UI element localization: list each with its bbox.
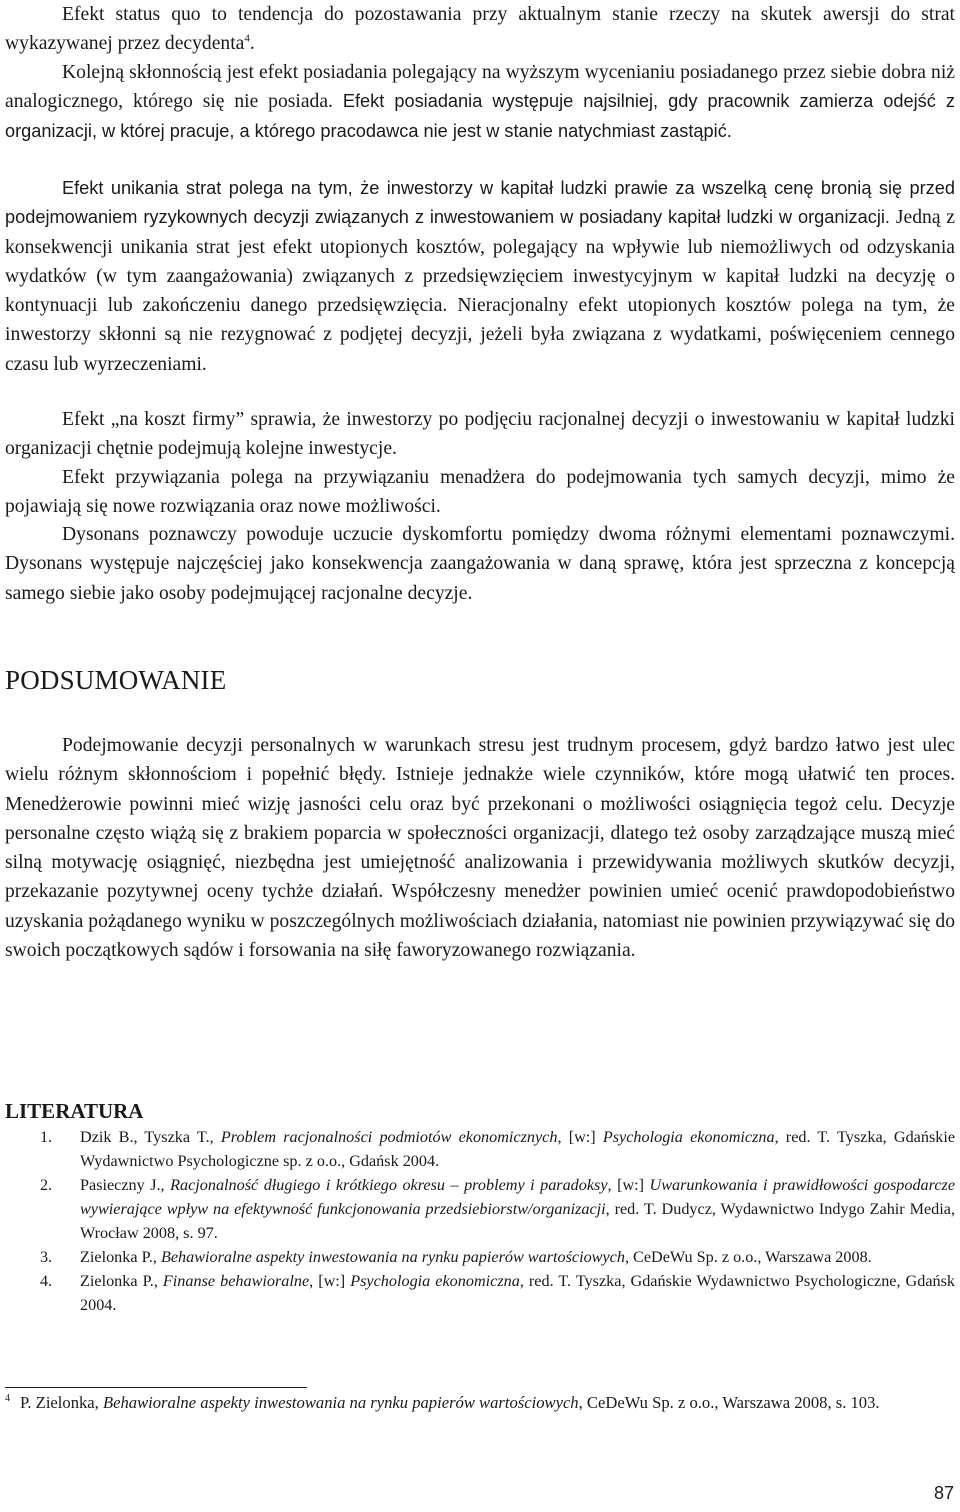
reference-title: Problem racjonalności podmiotów ekonomicznych <box>220 1128 558 1146</box>
reference-author: Pasieczny J., <box>80 1176 171 1194</box>
reference-list <box>0 1125 955 1317</box>
paragraph-text: Efekt status quo to tendencja do pozostawania przy aktualnym stanie rzeczy na skutek awersji do strat wykazywanej przez decydenta <box>5 4 955 55</box>
page-number: 87 <box>933 1483 954 1503</box>
reference-publisher: , red. T. Tyszka, Gdańskie Wydawnictwo Psychologiczne, Gdańsk 2004. <box>80 1272 956 1314</box>
reference-separator: , [w:] <box>309 1272 351 1290</box>
paragraph-attachment-effect: Efekt przywiązania polega na przywiązaniu menadżera do podejmowania tych samych decyzji, mimo że pojawiają się nowe rozwiązania oraz nowe możliwości. <box>5 467 955 518</box>
reference-item <box>0 1173 955 1245</box>
reference-number: 1. <box>40 1128 53 1146</box>
reference-item <box>0 1269 955 1317</box>
paragraph-loss-aversion <box>5 174 955 379</box>
reference-separator: , <box>624 1248 634 1266</box>
section-heading-summary: PODSUMOWANIE <box>5 665 227 695</box>
footnote-reference[interactable]: 4 <box>244 32 250 45</box>
paragraph-endowment-effect <box>5 58 955 146</box>
paragraph-summary: Podejmowanie decyzji personalnych w warunkach stresu jest trudnym procesem, gdyż bardzo łatwo jest ulec wielu różnym skłonnościom i popełnić błędy. Istnieje jednakże wiele czynników, które mogą ułatwić ten proces. Menedżerowie powinni mieć wizję jasności celu oraz być przekonani o możliwości osiągnięcia tegoż celu. Decyzje personalne często wiążą się z brakiem poparcia w społeczności organizacji, dlatego też osoby zarządzające muszą mieć silną motywację osiągnięć, niezbędna jest umiejętność analizowania i przewidywania możliwych skutków decyzji, przekazanie pozytywnej oceny tychże działań. Współczesny menedżer powinien umieć ocenić prawdopodobieństwo uzyskania pożądanego wyniku w poszczególnych możliwościach działania, natomiast nie powinien przywiązywać się do swoich początkowych sądów i forsowania na siłę faworyzowanego rozwiązania. <box>5 735 955 962</box>
footnote <box>5 1389 955 1417</box>
paragraph-cognitive-dissonance: Dysonans poznawczy powoduje uczucie dyskomfortu pomiędzy dwoma różnymi elementami poznawczymi. Dysonans występuje najczęściej jako konsekwencja zaangażowania w daną sprawę, która jest sprzeczna z koncepcją samego siebie jako osoby podejmującej racjonalne decyzje. <box>5 524 955 604</box>
paragraph-end: . <box>249 33 255 55</box>
reference-separator: , [w:] <box>607 1176 650 1194</box>
reference-title: Racjonalność długiego i krótkiego okresu – problemy i paradoksy <box>170 1176 608 1194</box>
reference-item <box>0 1125 955 1173</box>
footnote-divider <box>5 1387 307 1388</box>
reference-title: Finanse behawioralne <box>162 1272 310 1290</box>
reference-number: 3. <box>40 1248 53 1266</box>
reference-title: Behawioralne aspekty inwestowania na rynku papierów wartościowych <box>160 1248 625 1266</box>
footnote-author: P. Zielonka, <box>20 1393 103 1412</box>
reference-publisher: , red. T. Dudycz, Wydawnictwo Indygo Zahir Media, Wrocław 2008, s. 97. <box>80 1200 955 1242</box>
reference-separator: , [w:] <box>557 1128 603 1146</box>
reference-source: Uwarunkowania i prawidłowości gospodarcze wywierające wpływ na efektywność funkcjonowania przedsiebiorstw/organizacji <box>80 1176 956 1218</box>
paragraph-text-sans: Efekt unikania strat polega na tym, że inwestorzy w kapitał ludzki prawie za wszelką cenę bronią się przed podejmowaniem ryzykownych decyzji związanych z inwestowaniem w posiadany kapitał ludzki w organizacji. <box>5 178 955 228</box>
reference-author: Zielonka P., <box>80 1272 163 1290</box>
section-heading-literature: LITERATURA <box>5 1099 144 1123</box>
reference-number: 2. <box>40 1176 53 1194</box>
paragraph-text: Jedną z konsekwencji unikania strat jest efekt utopionych kosztów, polegający na wpływie lub niemożliwych od odzyskania wydatków (w tym zaangażowania) związanych z przedsięwzięciem inwestycyjnym w kapitał ludzki na decyzję o kontynuacji lub zakończeniu danego przedsięwzięcia. Nieracjonalny efekt utopionych kosztów polega na tym, że inwestorzy skłonni są nie rezygnować z podjętej decyzji, jeżeli była związana z wydatkami, poświęceniem cennego czasu lub wyrzeczeniami. <box>5 207 955 375</box>
reference-publisher: CeDeWu Sp. z o.o., Warszawa 2008. <box>633 1248 872 1266</box>
footnote-title: Behawioralne aspekty inwestowania na rynku papierów wartościowych <box>102 1393 579 1412</box>
reference-author: Zielonka P., <box>80 1248 161 1266</box>
paragraph-text: Kolejną skłonnością jest efekt posiadania polegający na wyższym wycenianiu posiadanego przez siebie dobra niż analogicznego, którego się nie posiada. <box>5 62 955 113</box>
reference-source: Psychologia ekonomiczna <box>602 1128 775 1146</box>
paragraph-status-quo <box>5 0 955 59</box>
paragraph-text-sans: Efekt posiadania występuje najsilniej, gdy pracownik zamierza odejść z organizacji, w której pracuje, a którego pracodawca nie jest w stanie natychmiast zastąpić. <box>5 91 956 141</box>
reference-publisher: , red. T. Tyszka, Gdańskie Wydawnictwo Psychologiczne sp. z o.o., Gdańsk 2004. <box>80 1128 956 1170</box>
footnote-mark: 4 <box>5 1393 10 1404</box>
paragraph-company-cost-effect: Efekt „na koszt firmy” sprawia, że inwestorzy po podjęciu racjonalnej decyzji o inwestowaniu w kapitał ludzki organizacji chętnie podejmują kolejne inwestycje. <box>5 409 955 460</box>
footnote-publisher: , CeDeWu Sp. z o.o., Warszawa 2008, s. 103. <box>578 1393 880 1412</box>
reference-source: Psychologia ekonomiczna <box>350 1272 520 1290</box>
reference-author: Dzik B., Tyszka T., <box>80 1128 221 1146</box>
reference-item <box>0 1245 955 1269</box>
reference-number: 4. <box>40 1272 53 1290</box>
